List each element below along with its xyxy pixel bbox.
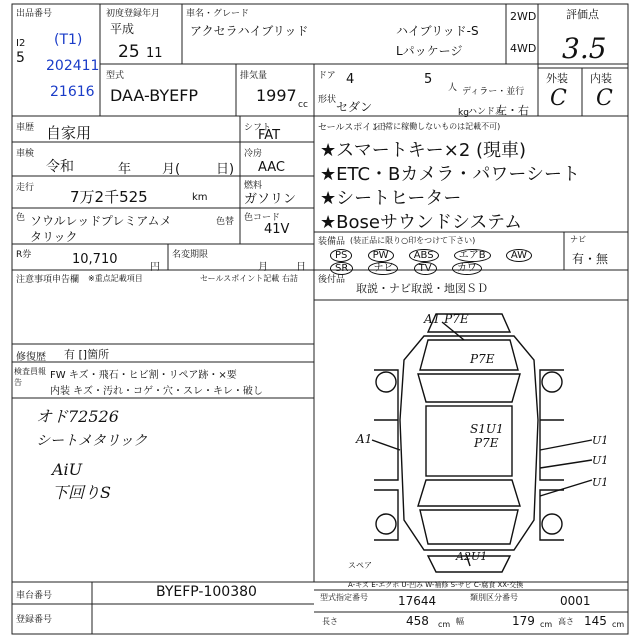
reg-month: 11	[146, 46, 163, 61]
doors-label: ドア	[318, 71, 336, 81]
ext-score: C	[550, 86, 567, 111]
equip-tv: TV	[414, 262, 437, 275]
notes-sub: ※重点記載項目	[88, 274, 143, 283]
equip-navi: ナビ	[368, 262, 398, 275]
fuel-value: ガソリン	[244, 192, 297, 207]
handle-value: 左・右	[496, 104, 529, 117]
shift-label: シフト	[244, 123, 272, 133]
notes-sub2: セールスポイント記載 右詰	[200, 274, 298, 283]
mark-4: S1U1	[470, 422, 504, 436]
inspection-label: 車検	[16, 149, 35, 159]
lot-code-2: 202411	[46, 58, 100, 74]
mark-5: P7E	[474, 436, 499, 450]
int-label: 内装	[590, 72, 612, 85]
reg-era: 平成	[110, 22, 135, 36]
equip-ps: PS	[330, 249, 352, 262]
after-label: 後付品	[318, 275, 346, 285]
disp-unit: cc	[298, 100, 308, 110]
cert-label-2: 類別区分番号	[470, 593, 518, 602]
mileage-unit: km	[192, 192, 208, 203]
equip-label: 装備品	[318, 237, 346, 247]
inspector-row-1: FW キズ・飛石・ヒビ割・リペア跡・×要	[50, 370, 237, 381]
inspector-label: 検査員報告	[14, 367, 46, 387]
model-label: 型式	[106, 71, 125, 81]
cert-value-2: 0001	[560, 594, 591, 608]
nav-label: ナビ	[570, 235, 586, 244]
seats-value: 5	[424, 72, 433, 87]
mileage-label: 走行	[16, 183, 35, 193]
equip-note: (装正品に限り○印をつけて下さい)	[350, 236, 476, 245]
handwritten-4: 下回りS	[52, 483, 111, 502]
inspection-era: 令和	[46, 159, 74, 175]
fuel-label: 燃料	[244, 181, 263, 191]
length-unit: cm	[438, 620, 451, 629]
equip-abs: ABS	[409, 249, 439, 262]
reg-year: 25	[118, 42, 140, 62]
inspection-year: 年	[118, 162, 132, 177]
color-swap-label: 色替	[216, 217, 235, 227]
width-unit: cm	[540, 620, 553, 629]
drive-2wd: 2WD	[510, 10, 537, 23]
equip-pw: PW	[368, 249, 394, 262]
recycle-value: 10,710	[72, 252, 118, 267]
lot-code-3: 21616	[50, 84, 95, 100]
handwritten-2: シートメタリック	[36, 433, 148, 449]
equip-airbag: エアB	[454, 249, 491, 262]
length-value: 458	[406, 614, 429, 628]
lot-code-1: (T1)	[54, 32, 83, 48]
car-grade-1: ハイブリッド-S	[396, 24, 479, 38]
notes-label: 注意事項申告欄	[16, 275, 80, 285]
model-value: DAA-BYEFP	[110, 86, 199, 105]
lot-prefix2: 5	[16, 50, 25, 66]
inspection-day: 日)	[216, 162, 235, 177]
car-name: アクセラハイブリッド	[190, 24, 309, 38]
height-label: 高さ	[558, 617, 574, 626]
sp-label: セールスポイント	[318, 123, 390, 133]
mileage-value: 7万2千525	[70, 188, 148, 206]
color-code: 41V	[264, 222, 290, 237]
height-value: 145	[584, 614, 607, 628]
cert-value: 17644	[398, 594, 437, 608]
height-unit: cm	[612, 620, 625, 629]
car-grade-2: Lパッケージ	[396, 44, 463, 58]
sp-item-1: ★スマートキー×2 (現車)	[320, 140, 527, 161]
length-label: 長さ	[322, 617, 338, 626]
repair-label: 修復歴	[16, 352, 46, 363]
drive-4wd: 4WD	[510, 42, 537, 55]
inspection-month: 月(	[162, 162, 181, 177]
reg-no-label: 登録番号	[16, 615, 53, 625]
shift-value: FAT	[258, 128, 281, 143]
mark-1: A1 P7E	[424, 312, 469, 326]
repair-value: 有 []箇所	[64, 348, 110, 361]
mark-7: U1	[592, 454, 609, 467]
handwritten-1: オド72526	[36, 407, 119, 426]
lot-label: 出品番号	[16, 9, 53, 19]
handwritten-3: AiU	[52, 460, 83, 479]
equip-row-2	[330, 259, 482, 274]
sp-item-4: ★Boseサウンドシステム	[320, 212, 523, 233]
name-change-month: 月	[258, 262, 268, 273]
recycle-unit: 円	[150, 262, 160, 273]
usage-label: 車歴	[16, 123, 35, 133]
mark-9: A2U1	[456, 550, 488, 563]
width-label: 幅	[456, 617, 464, 626]
dealer-label: ディラー・並行	[462, 87, 525, 97]
equip-aw: AW	[506, 249, 532, 262]
color-value-2: タリック	[30, 230, 78, 244]
ext-label: 外装	[546, 72, 568, 85]
width-value: 179	[512, 614, 535, 628]
score-label: 評価点	[566, 8, 599, 21]
body-value: セダン	[336, 100, 373, 114]
color-value-1: ソウルレッドプレミアムメ	[30, 214, 172, 228]
int-score: C	[596, 86, 613, 111]
seats-unit: 人	[448, 83, 458, 93]
lot-prefix: I2	[16, 38, 26, 49]
color-label: 色	[16, 213, 26, 223]
handle-label: ハンドル	[468, 107, 505, 117]
nav-value: 有・無	[572, 252, 609, 266]
sp-item-2: ★ETC・Bカメラ・パワーシート	[320, 164, 581, 185]
ac-value: AAC	[258, 160, 285, 175]
mark-3: A1	[356, 432, 373, 446]
disp-value: 1997	[256, 86, 297, 105]
equip-leather: カワ	[452, 262, 482, 275]
mark-8: U1	[592, 476, 609, 489]
mark-6: U1	[592, 434, 609, 447]
color-code-label: 色コード	[244, 213, 281, 223]
mark-spare: スペア	[348, 561, 372, 570]
chassis-value: BYEFP-100380	[156, 584, 257, 600]
ac-label: 冷房	[244, 149, 263, 159]
legend: A-キズ E-エクボ U-凹み W-補修 S-サビ C-腐食 XX-交換	[348, 581, 524, 589]
sp-item-3: ★シートヒーター	[320, 188, 462, 209]
equip-sr: SR	[330, 262, 353, 275]
inspector-row-2: 内装 キズ・汚れ・コゲ・穴・スレ・キレ・破し	[50, 386, 263, 397]
doors-value: 4	[346, 72, 355, 87]
name-change-label: 名変期限	[172, 250, 209, 260]
usage-value: 自家用	[46, 124, 92, 142]
car-label: 車名・グレード	[186, 9, 250, 19]
after-value: 取説・ナビ取説・地図ＳＤ	[356, 282, 488, 295]
kg-unit: kg	[458, 108, 469, 118]
disp-label: 排気量	[240, 71, 268, 81]
body-label: 形状	[318, 95, 337, 105]
chassis-label: 車台番号	[16, 591, 53, 601]
score-value: 3.5	[562, 32, 607, 65]
recycle-label: R券	[16, 250, 32, 260]
reg-year-label: 初度登録年月	[106, 9, 161, 19]
cert-label: 型式指定番号	[320, 593, 368, 602]
mark-2: P7E	[470, 352, 495, 366]
sp-note: (正常に稼働しないものは記載不可)	[374, 122, 501, 131]
name-change-day: 日	[296, 262, 306, 273]
